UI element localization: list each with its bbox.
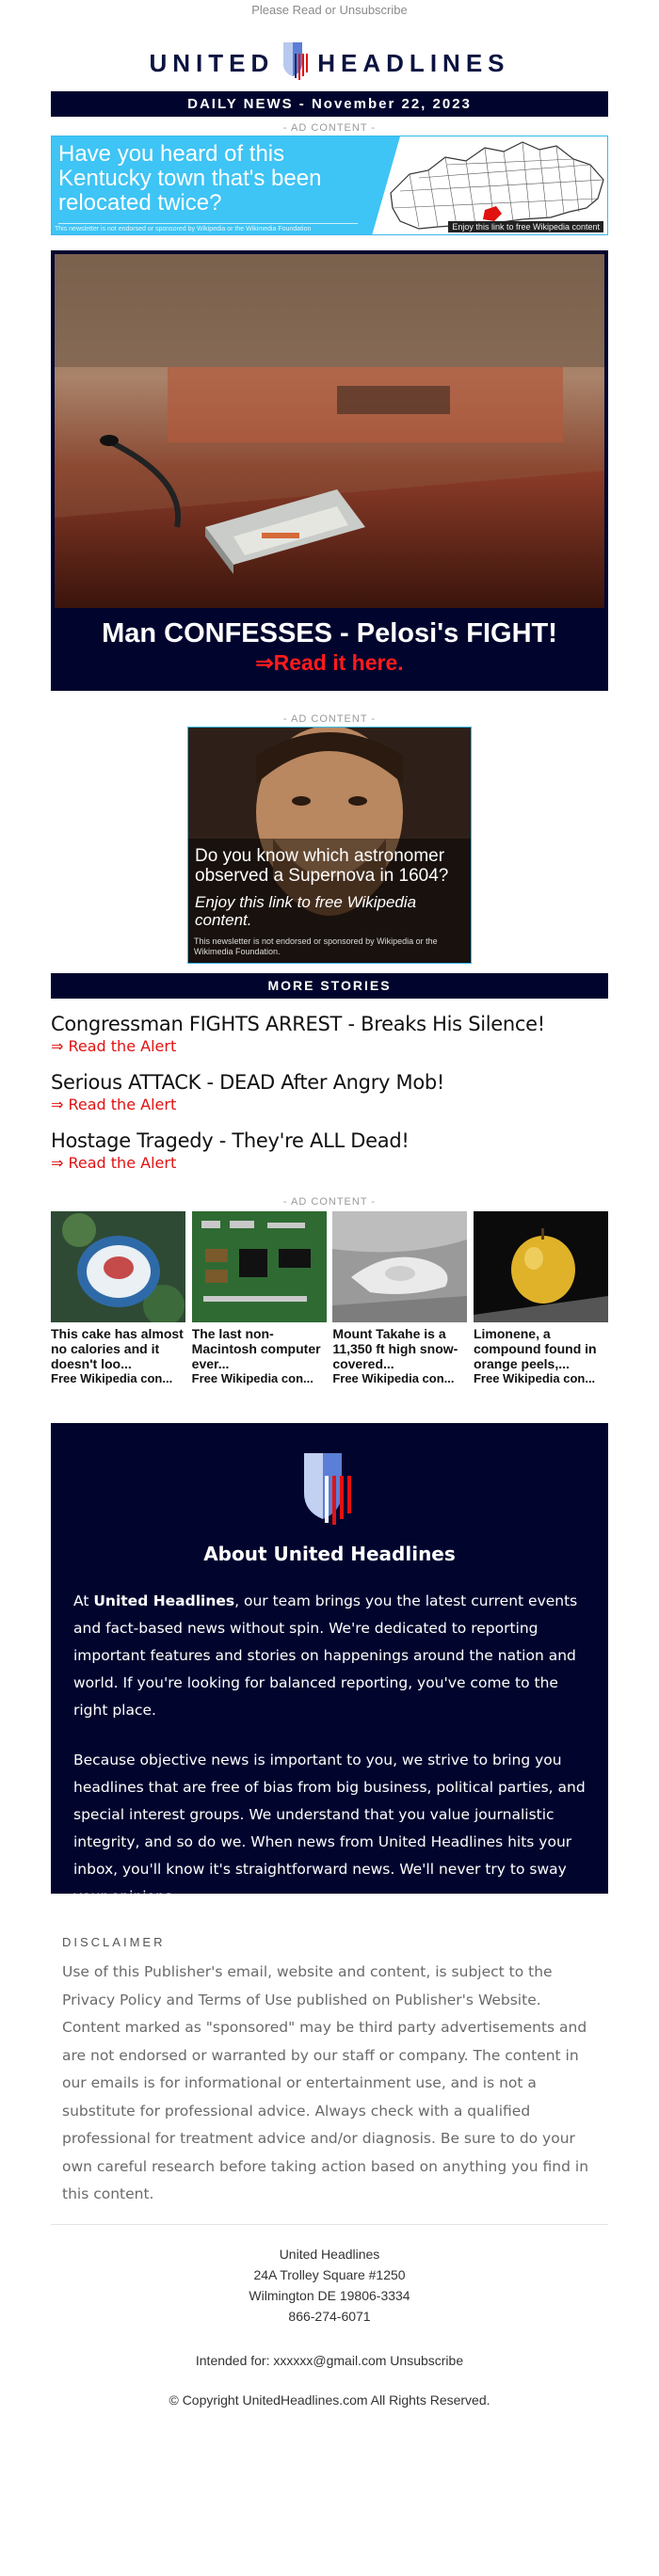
astronomer-ad-enjoy: Enjoy this link to free Wikipedia content. (195, 893, 417, 929)
email-container (51, 35, 608, 2408)
astronomer-ad[interactable] (187, 727, 472, 964)
about-section (51, 1423, 608, 1905)
story-item[interactable] (51, 1012, 608, 1057)
cake-image (51, 1211, 185, 1322)
footer-phone: 866-274-6071 (288, 2308, 371, 2324)
about-p1-pre: At (73, 1592, 94, 1609)
citrus-image (474, 1211, 608, 1322)
grid-ad-source: Free Wikipedia con... (473, 1371, 596, 1385)
grid-ad-card[interactable] (332, 1211, 467, 1385)
ad-label: - AD CONTENT - (282, 713, 377, 725)
logo-word-right: HEADLINES (317, 48, 510, 77)
grid-ad-source: Free Wikipedia con... (332, 1371, 455, 1385)
circuit-board-image (192, 1211, 327, 1322)
about-brand-name: United Headlines (93, 1592, 235, 1609)
brand-logo[interactable] (51, 35, 608, 91)
story-read-link[interactable]: ⇒ Read the Alert (51, 1037, 177, 1055)
hero-headline[interactable]: Man CONFESSES - Pelosi's FIGHT! (102, 618, 557, 648)
grid-ad-caption: Limonene, a compound found in orange peels,... (473, 1326, 597, 1371)
logo-word-left: UNITED (149, 48, 275, 77)
kentucky-ad-banner[interactable] (51, 136, 608, 235)
astronomer-ad-section (51, 712, 608, 964)
mount-takahe-image (332, 1211, 467, 1322)
grid-ad-source: Free Wikipedia con... (191, 1371, 313, 1385)
wikipedia-ad-grid (51, 1211, 608, 1385)
grid-ad-caption: Mount Takahe is a 11,350 ft high snow-covered... (332, 1326, 458, 1371)
ad-label: - AD CONTENT - (282, 1196, 377, 1208)
story-headline[interactable]: Hostage Tragedy - They're ALL Dead! (51, 1129, 410, 1152)
footer-copyright: © Copyright UnitedHeadlines.com All Rights Reserved. (169, 2392, 490, 2408)
about-paragraph-1 (73, 1588, 586, 1724)
about-title: About United Headlines (203, 1543, 456, 1565)
ad-headline: Have you heard of this Kentucky town that's been relocated twice? (58, 141, 322, 216)
ad-map-tag: Enjoy this link to free Wikipedia content (448, 221, 603, 232)
about-p1-rest: , our team brings you the latest current events and fact-based news without spin. We're dedicated to reporting important features and stories on happenings around the nation and world. If you're looking for balanced reporting, you've come to the right place. (73, 1592, 578, 1719)
grid-ad-card[interactable] (192, 1211, 327, 1385)
dateline-bar: DAILY NEWS - November 22, 2023 (51, 91, 608, 117)
grid-ad-caption: The last non-Macintosh computer ever... (191, 1326, 321, 1371)
footer-intended-for (51, 2353, 608, 2368)
footer-company: United Headlines (279, 2246, 380, 2262)
more-stories-bar: MORE STORIES (51, 973, 608, 999)
shield-logo-icon (300, 1514, 359, 1530)
footer-divider (51, 2224, 608, 2225)
read-or-unsubscribe-link[interactable] (0, 0, 659, 35)
story-item[interactable] (51, 1070, 608, 1115)
grid-ad-source: Free Wikipedia con... (51, 1371, 173, 1385)
ad-divider (58, 223, 358, 224)
story-read-link[interactable]: ⇒ Read the Alert (51, 1096, 177, 1113)
unsubscribe-link[interactable]: Unsubscribe (390, 2352, 464, 2368)
ad-fine-print: This newsletter is not endorsed or sponsored by Wikipedia or the Wikimedia Foundation (55, 226, 312, 232)
astronomer-ad-question: Do you know which astronomer observed a Supernova in 1604? (195, 846, 449, 886)
story-headline[interactable]: Congressman FIGHTS ARREST - Breaks His Silence! (51, 1013, 545, 1035)
read-or-unsubscribe-text[interactable]: Please Read or Unsubscribe (251, 3, 408, 17)
disclaimer-label: DISCLAIMER (62, 1935, 166, 1949)
grid-ad-card[interactable] (474, 1211, 608, 1385)
footer-address (51, 2244, 608, 2327)
story-read-link[interactable]: ⇒ Read the Alert (51, 1154, 177, 1172)
footer-address-line-2: Wilmington DE 19806-3334 (249, 2287, 410, 2303)
about-logo (73, 1449, 586, 1531)
story-item[interactable] (51, 1128, 608, 1174)
disclaimer-text: Use of this Publisher's email, website and content, is subject to the Privacy Policy and Terms of Use published on Publisher's Website. Content marked as "sponsored" may be third party advertisements and are not endorsed or warranted by our staff or company. The content in our emails is for informational or entertainment use, and is not a substitute for professional advice. Always check with a qualified professional for treatment advice and/or diagnosis. Be sure to do your own careful research before taking action based on anything you find in this content. (62, 1963, 589, 2202)
grid-ad-card[interactable] (51, 1211, 185, 1385)
grid-ad-caption: This cake has almost no calories and it doesn't loo... (51, 1326, 184, 1371)
hero-story[interactable] (51, 250, 608, 691)
disclaimer-section (51, 1894, 608, 2209)
courtroom-microphone-image (55, 254, 604, 608)
shield-logo-icon (281, 40, 310, 87)
kentucky-map-image (372, 136, 607, 234)
hero-read-link[interactable]: ⇒Read it here. (255, 650, 404, 675)
intended-label: Intended for: (195, 2352, 270, 2368)
intended-email: xxxxxx@gmail.com (273, 2352, 387, 2368)
footer-address-line-1: 24A Trolley Square #1250 (253, 2266, 406, 2282)
about-paragraph-2: Because objective news is important to you, we strive to bring you headlines that are free of bias from big business, political parties, and special interest groups. We understand that you value journalistic integrity, and so do we. When news from United Headlines hits your inbox, you'll know it's straightforward news. We'll never try to sway your opinions. (73, 1752, 586, 1905)
story-headline[interactable]: Serious ATTACK - DEAD After Angry Mob! (51, 1071, 445, 1094)
ad-label: - AD CONTENT - (282, 122, 377, 134)
astronomer-ad-fine-print: This newsletter is not endorsed or sponsored by Wikipedia or the Wikimedia Foundation. (194, 936, 438, 956)
